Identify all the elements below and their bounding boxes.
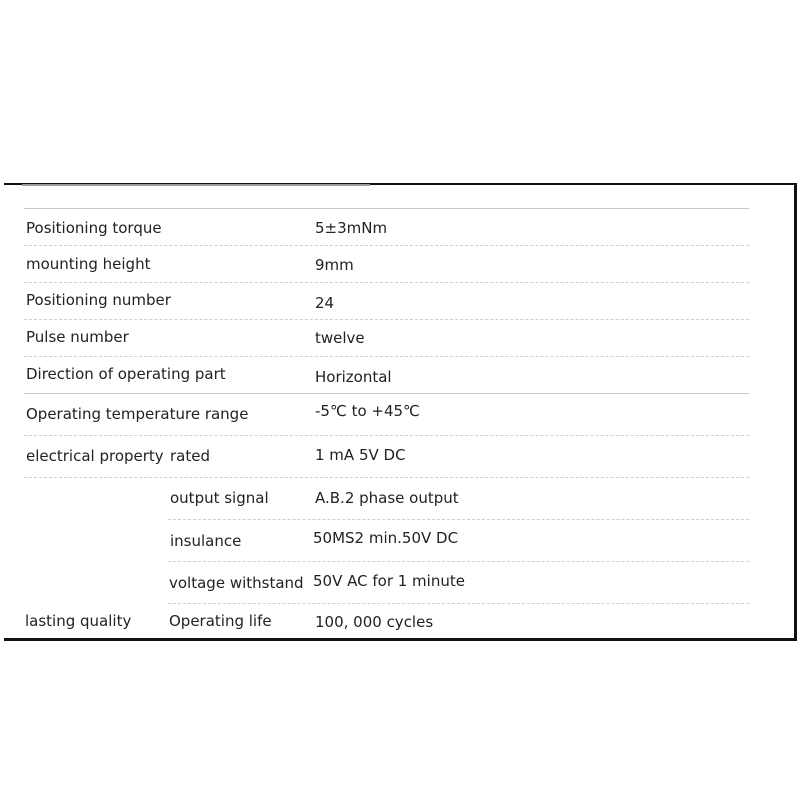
row-sublabel: rated	[170, 447, 210, 465]
row-value: -5℃ to +45℃	[315, 402, 420, 420]
row-label: Operating temperature range	[26, 405, 249, 423]
spec-table	[24, 208, 749, 640]
group-label-durability: lasting quality	[25, 612, 132, 630]
table-row	[168, 520, 749, 562]
row-label: Positioning torque	[26, 219, 162, 237]
table-row	[24, 436, 749, 478]
table-row	[24, 604, 749, 640]
row-label: Positioning number	[26, 291, 171, 309]
row-value: twelve	[315, 329, 365, 347]
row-value: 9mm	[315, 256, 354, 274]
group-label-electrical: electrical property	[26, 447, 164, 465]
row-label: Direction of operating part	[26, 365, 226, 383]
table-row	[24, 394, 749, 436]
row-value: 50V AC for 1 minute	[313, 572, 465, 590]
row-value: A.B.2 phase output	[315, 489, 459, 507]
row-value: 50MS2 min.50V DC	[313, 529, 459, 547]
row-sublabel: insulance	[170, 532, 242, 550]
row-value: 100, 000 cycles	[315, 613, 434, 631]
row-sublabel: voltage withstand	[169, 574, 304, 592]
row-value: Horizontal	[315, 368, 392, 386]
table-row	[24, 357, 749, 394]
row-sublabel: output signal	[170, 489, 269, 507]
table-row	[24, 283, 749, 320]
table-row	[24, 320, 749, 357]
row-value: 1 mA 5V DC	[315, 446, 406, 464]
table-row	[24, 246, 749, 283]
top-accent-line	[22, 184, 370, 186]
row-value: 24	[315, 294, 335, 312]
table-row	[168, 562, 749, 604]
table-row	[24, 209, 749, 246]
row-value: 5±3mNm	[315, 219, 388, 237]
row-label: Pulse number	[26, 328, 129, 346]
table-row	[168, 478, 749, 520]
row-sublabel: Operating life	[169, 612, 272, 630]
row-label: mounting height	[26, 255, 151, 273]
